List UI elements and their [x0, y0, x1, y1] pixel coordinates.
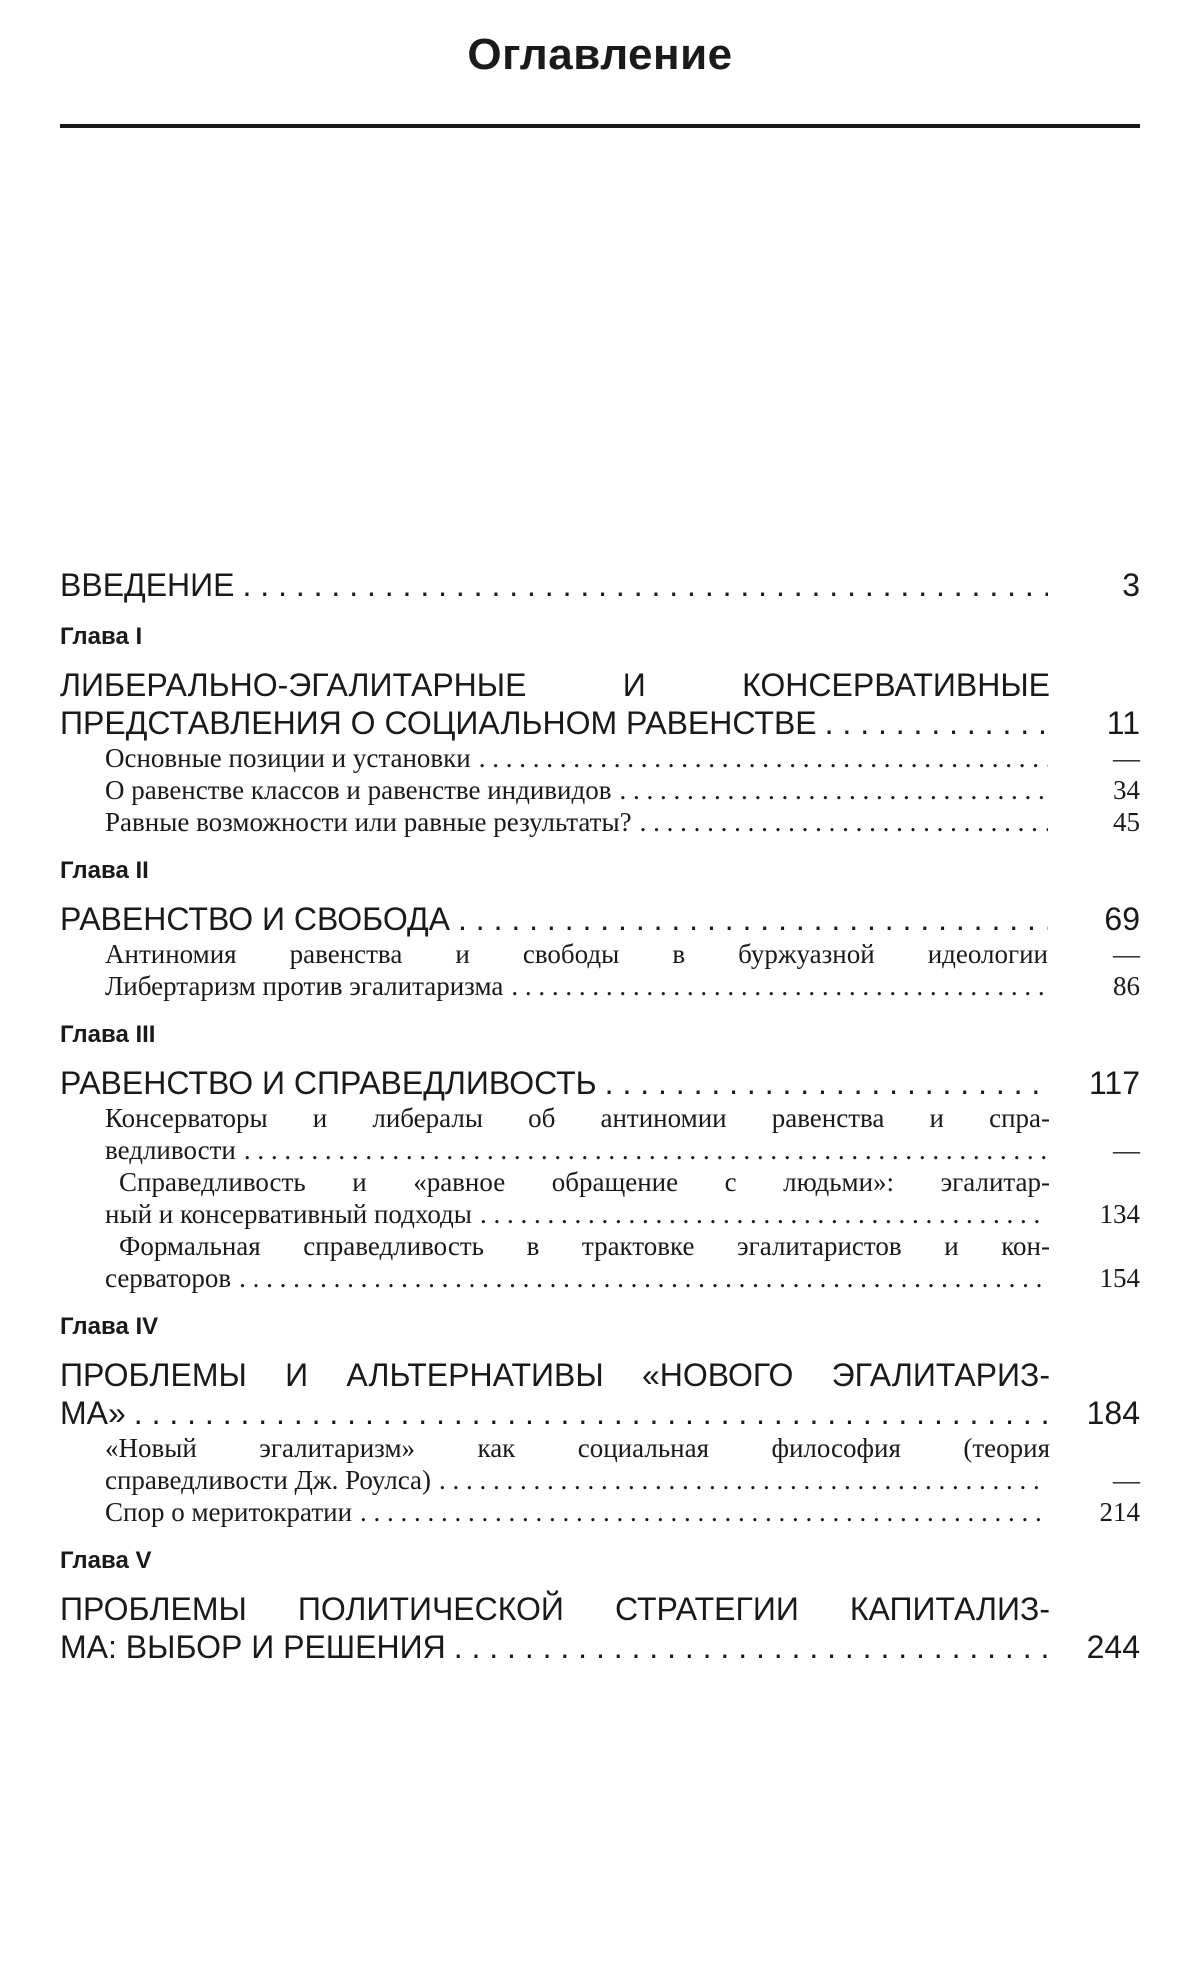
chapter-label: Глава V — [60, 1547, 152, 1574]
toc-section-title: Равные возможности или равные результаты? — [105, 807, 632, 837]
page-number: 117 — [1088, 1065, 1140, 1101]
toc-section-title-line1: Справедливость и «равное обращение с людьми»: эгалитар- — [119, 1167, 1050, 1197]
leader-dots — [640, 806, 1048, 838]
toc-section-title: ведливости — [105, 1135, 236, 1165]
page-number: 86 — [1113, 971, 1140, 1001]
leader-dots — [511, 970, 1048, 1002]
leader-dots — [360, 1496, 1048, 1528]
toc-section-title: серваторов — [105, 1263, 232, 1293]
toc-section-title-line1: Консерваторы и либералы об антиномии равенства и спра- — [105, 1103, 1050, 1133]
page-title: Оглавление — [467, 30, 733, 79]
toc-entry-chapter-2[interactable] — [60, 900, 1140, 938]
table-of-contents — [60, 566, 1140, 1666]
leader-dots — [458, 900, 1048, 938]
toc-entry-title: ВВЕДЕНИЕ — [60, 567, 235, 603]
leader-dots — [239, 1262, 1048, 1294]
toc-section-title: ный и консервативный подходы — [105, 1199, 472, 1229]
toc-section[interactable] — [60, 1432, 1140, 1496]
leader-dots — [605, 1064, 1048, 1102]
toc-section-title: Антиномия равенства и свободы в буржуазной идеологии — [105, 939, 1048, 969]
toc-section-title: О равенстве классов и равенстве индивидов — [105, 775, 612, 805]
leader-dots — [439, 1464, 1048, 1496]
toc-section[interactable] — [60, 742, 1140, 774]
leader-dots — [479, 742, 1048, 774]
toc-section-title: Либертаризм против эгалитаризма — [105, 971, 504, 1001]
page-number: 45 — [1113, 807, 1140, 837]
page-number: 69 — [1104, 901, 1140, 937]
toc-entry-intro[interactable] — [60, 566, 1140, 604]
chapter-label: Глава I — [60, 623, 143, 650]
leader-dots — [825, 704, 1048, 742]
chapter-label: Глава IV — [60, 1313, 159, 1340]
leader-dots — [454, 1628, 1048, 1666]
leader-dots — [243, 566, 1049, 604]
toc-entry-title-line1: ПРОБЛЕМЫ ПОЛИТИЧЕСКОЙ СТРАТЕГИИ КАПИТАЛИЗ- — [60, 1591, 1050, 1627]
toc-entry-chapter-4[interactable] — [60, 1356, 1140, 1432]
toc-section-title-line1: Формальная справедливость в трактовке эгалитаристов и кон- — [119, 1231, 1050, 1261]
page-number: 134 — [1099, 1199, 1140, 1229]
toc-section[interactable] — [60, 1166, 1140, 1230]
leader-dots — [244, 1134, 1048, 1166]
toc-section[interactable] — [60, 1102, 1140, 1166]
page-number: — — [1113, 939, 1140, 969]
page-number: — — [1113, 1465, 1140, 1495]
page-number: 3 — [1122, 567, 1140, 603]
toc-entry-title: МА» — [60, 1395, 126, 1431]
toc-section-title: Спор о меритократии — [105, 1497, 353, 1527]
toc-entry-title: РАВЕНСТВО И СПРАВЕДЛИВОСТЬ — [60, 1065, 597, 1101]
page-number: 184 — [1086, 1395, 1140, 1431]
leader-dots — [134, 1394, 1048, 1432]
toc-section[interactable] — [60, 970, 1140, 1002]
toc-section-title: Основные позиции и установки — [105, 743, 471, 773]
toc-section[interactable] — [60, 1496, 1140, 1528]
toc-section[interactable] — [60, 774, 1140, 806]
page-number: — — [1113, 1135, 1140, 1165]
page-number: — — [1113, 743, 1140, 773]
toc-entry-chapter-1[interactable] — [60, 666, 1140, 742]
chapter-label: Глава II — [60, 857, 149, 884]
page-number: 244 — [1086, 1629, 1140, 1665]
toc-entry-title: РАВЕНСТВО И СВОБОДА — [60, 901, 451, 937]
toc-entry-title: ПРЕДСТАВЛЕНИЯ О СОЦИАЛЬНОМ РАВЕНСТВЕ — [60, 705, 817, 741]
leader-dots — [480, 1198, 1048, 1230]
toc-entry-chapter-3[interactable] — [60, 1064, 1140, 1102]
page-number: 11 — [1106, 705, 1140, 741]
page-number: 154 — [1099, 1263, 1140, 1293]
toc-entry-title: МА: ВЫБОР И РЕШЕНИЯ — [60, 1629, 446, 1665]
leader-dots — [620, 774, 1049, 806]
toc-entry-title-line1: ЛИБЕРАЛЬНО-ЭГАЛИТАРНЫЕ И КОНСЕРВАТИВНЫЕ — [60, 667, 1050, 703]
toc-entry-chapter-5[interactable] — [60, 1590, 1140, 1666]
toc-section[interactable] — [60, 806, 1140, 838]
title-rule — [60, 124, 1140, 128]
toc-section-title: справедливости Дж. Роулса) — [105, 1465, 431, 1495]
toc-section[interactable] — [60, 938, 1140, 970]
toc-entry-title-line1: ПРОБЛЕМЫ И АЛЬТЕРНАТИВЫ «НОВОГО ЭГАЛИТАРИЗ- — [60, 1357, 1050, 1393]
page-number: 34 — [1113, 775, 1140, 805]
toc-section-title-line1: «Новый эгалитаризм» как социальная философия (теория — [105, 1433, 1050, 1463]
page-number: 214 — [1099, 1497, 1140, 1527]
toc-section[interactable] — [60, 1230, 1140, 1294]
chapter-label: Глава III — [60, 1021, 156, 1048]
